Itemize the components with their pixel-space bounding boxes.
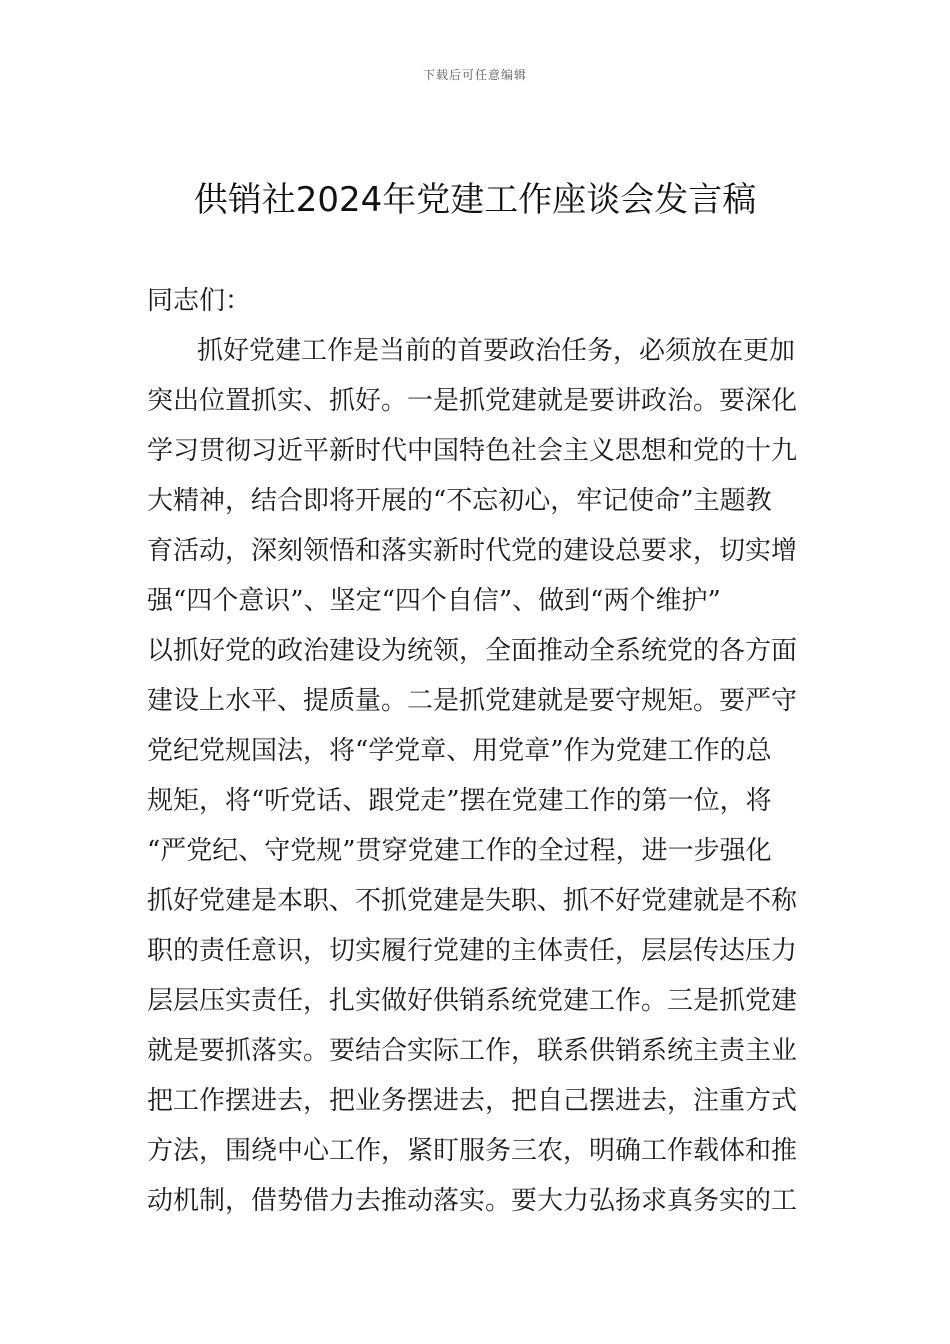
paragraph-line: 抓好党建工作是当前的首要政治任务，必须放在更加	[197, 336, 796, 366]
paragraph-line: 建设上水平、提质量。二是抓党建就是要守规矩。要严守	[147, 686, 798, 716]
paragraph-line: 把工作摆进去，把业务摆进去，把自己摆进去，注重方式	[147, 1086, 798, 1116]
paragraph-line: 育活动，深刻领悟和落实新时代党的建设总要求，切实增	[147, 536, 798, 566]
paragraph-line: 层层压实责任，扎实做好供销系统党建工作。三是抓党建	[147, 986, 798, 1016]
paragraph-line: 抓好党建是本职、不抓党建是失职、抓不好党建就是不称	[147, 886, 798, 916]
paragraph-line: 突出位置抓实、抓好。一是抓党建就是要讲政治。要深化	[147, 386, 798, 416]
paragraph-line: 大精神，结合即将开展的“不忘初心，牢记使命”主题教	[147, 486, 772, 516]
paragraph-line: 以抓好党的政治建设为统领，全面推动全系统党的各方面	[147, 636, 798, 666]
paragraph-line: “严党纪、守党规”贯穿党建工作的全过程，进一步强化	[147, 836, 772, 866]
paragraph-line: 就是要抓落实。要结合实际工作，联系供销系统主责主业	[147, 1036, 798, 1066]
paragraph-line: 学习贯彻习近平新时代中国特色社会主义思想和党的十九	[147, 436, 798, 466]
document-title: 供销社2024年党建工作座谈会发言稿	[193, 180, 757, 220]
paragraph-line: 职的责任意识，切实履行党建的主体责任，层层传达压力	[147, 936, 798, 966]
paragraph-line: 规矩，将“听党话、跟党走”摆在党建工作的第一位，将	[147, 786, 772, 816]
document-body	[147, 276, 807, 1226]
paragraph-line: 动机制，借势借力去推动落实。要大力弘扬求真务实的工	[147, 1186, 798, 1216]
paragraph-line: 强“四个意识”、坚定“四个自信”、做到“两个维护”	[147, 586, 721, 616]
salutation: 同志们：	[147, 286, 252, 316]
header-note: 下载后可任意编辑	[422, 68, 527, 82]
paragraph-line: 方法，围绕中心工作，紧盯服务三农，明确工作载体和推	[147, 1136, 798, 1166]
paragraph-line: 党纪党规国法，将“学党章、用党章”作为党建工作的总	[147, 736, 772, 766]
